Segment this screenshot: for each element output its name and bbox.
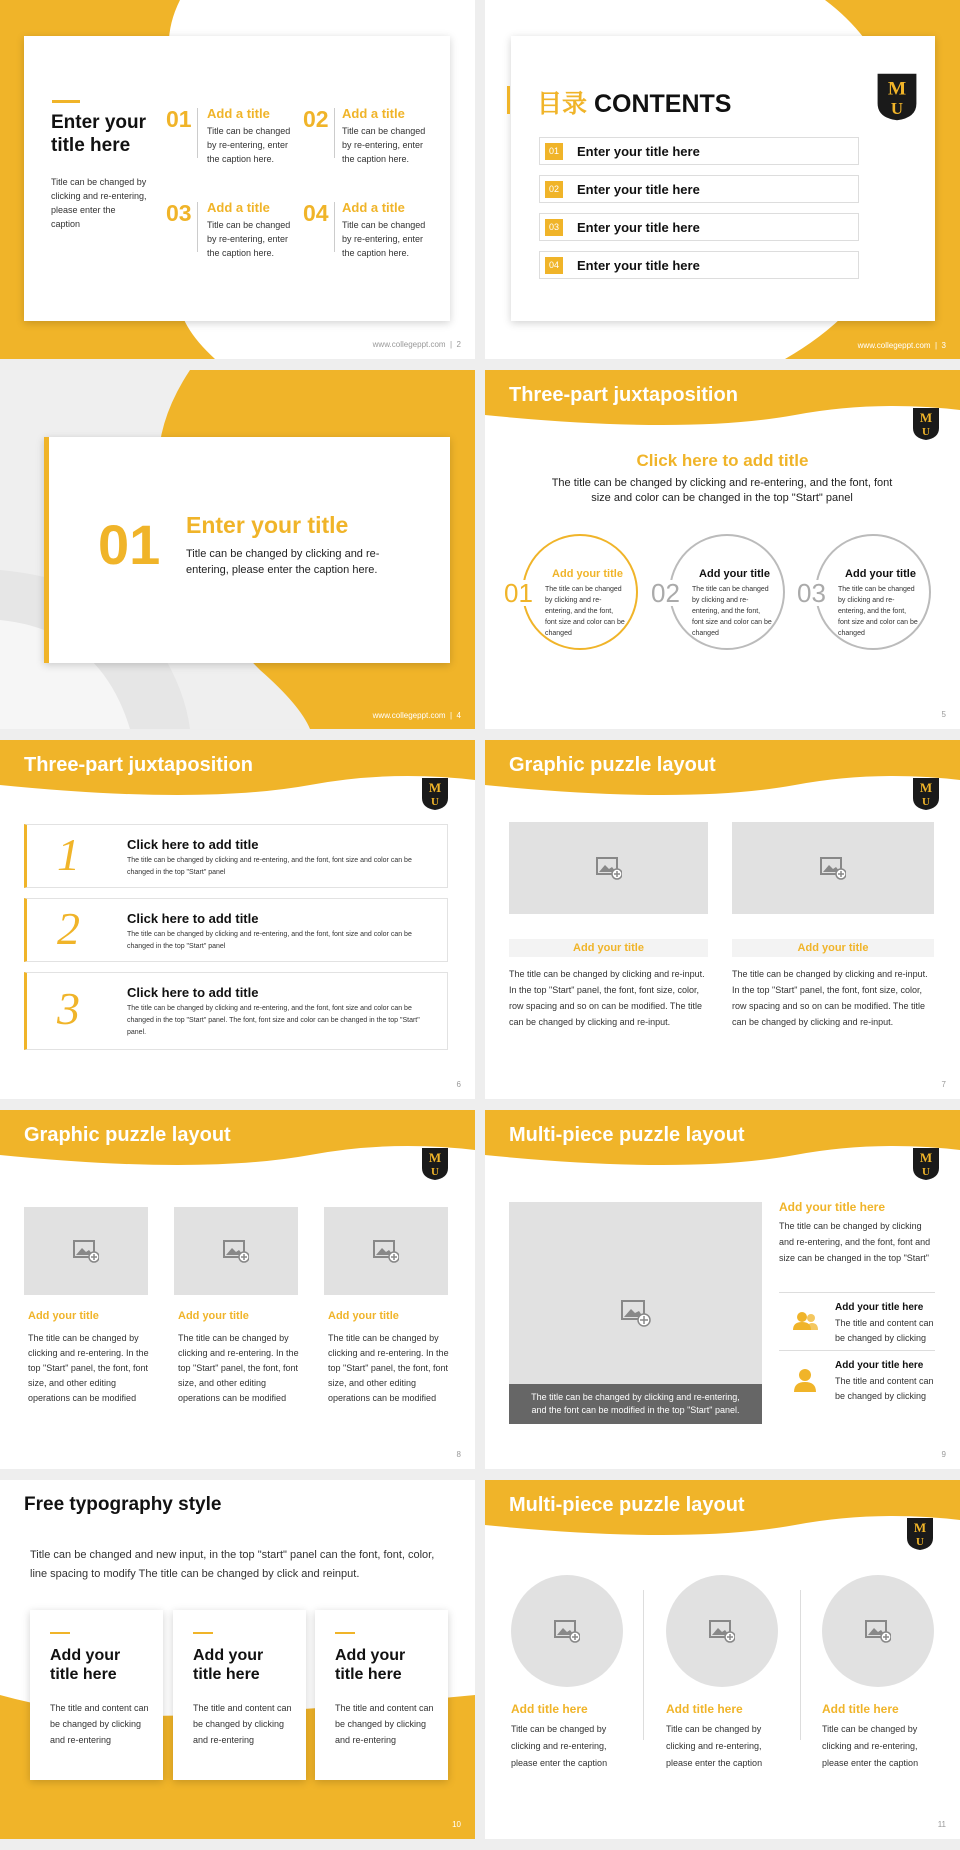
image-placeholder[interactable] — [509, 822, 708, 914]
main-title: Click here to add title — [636, 451, 809, 470]
image-placeholder[interactable] — [732, 822, 934, 914]
item-title: Add a title — [207, 200, 270, 215]
card-title: Add your title here — [335, 1647, 406, 1683]
card-text: The title and content can be changed by clicking and re-entering — [335, 1703, 434, 1745]
page-number: 2 — [456, 340, 461, 349]
header-title: Graphic puzzle layout — [509, 754, 716, 776]
footer: www.collegeppt.com | 3 — [857, 341, 946, 350]
person-icon — [793, 1368, 817, 1397]
row-number: 01 — [545, 143, 563, 160]
slide-3[interactable] — [485, 0, 960, 359]
item-title: Add your title — [328, 1310, 399, 1322]
slide-4[interactable] — [0, 370, 475, 729]
image-placeholder-icon — [554, 1619, 580, 1643]
header-title: Multi-piece puzzle layout — [509, 1494, 745, 1516]
item-text: The title can be changed by clicking and re-entering, and the font, font size and color can be changed in the top "Start" panel — [127, 931, 412, 950]
item-title: Add title here — [822, 1702, 899, 1716]
svg-text:U: U — [890, 98, 904, 118]
svg-text:U: U — [431, 796, 439, 808]
circle-number: 02 — [651, 578, 680, 608]
slide-9[interactable] — [485, 1110, 960, 1469]
university-logo — [909, 405, 943, 443]
circle-title: Add your title — [845, 568, 916, 580]
item-text: The title can be changed by clicking and re-entering, and the font, font size and color can be changed in the top "Start" panel — [127, 857, 412, 876]
svg-text:M: M — [428, 780, 442, 795]
accent-line — [50, 1632, 70, 1634]
item-number: 04 — [303, 200, 329, 226]
divider — [334, 202, 335, 252]
svg-text:M: M — [919, 780, 933, 795]
text-card — [315, 1610, 448, 1780]
item-title: Add your title here — [835, 1302, 924, 1313]
accent-line — [52, 100, 80, 103]
university-logo — [909, 775, 943, 813]
item-number: 02 — [303, 106, 329, 132]
item-number: 3 — [57, 983, 80, 1034]
group-icon — [791, 1310, 819, 1337]
divider — [800, 1590, 801, 1740]
title-chinese: 目录 — [537, 90, 588, 118]
header-title: Multi-piece puzzle layout — [509, 1124, 745, 1146]
contents-row[interactable] — [539, 251, 859, 279]
circle-text: The title can be changed by clicking and re-entering, and the font, font size and color can be changed — [692, 586, 772, 637]
section-caption: Title can be changed by clicking and re-entering, please enter the caption here. — [186, 548, 380, 576]
item-text: Title can be changed by clicking and re-entering, please enter the caption — [511, 1724, 608, 1768]
image-placeholder-icon — [596, 856, 622, 880]
accent-line — [335, 1632, 355, 1634]
item-text: The title can be changed by clicking and re-entering. In the top "Start" panel, the font, font size, and other editing operations can be modified — [328, 1333, 449, 1403]
item-title: Add a title — [342, 200, 405, 215]
image-placeholder[interactable] — [174, 1207, 298, 1295]
item-title: Add your title — [732, 939, 934, 957]
slide-2[interactable] — [0, 0, 475, 359]
text-card — [173, 1610, 306, 1780]
image-placeholder-icon — [820, 856, 846, 880]
item-title: Add a title — [342, 106, 405, 121]
page-number: 7 — [941, 1080, 946, 1089]
item-title: Add a title — [207, 106, 270, 121]
image-placeholder-icon — [709, 1619, 735, 1643]
contents-title — [537, 84, 731, 120]
university-logo — [418, 775, 452, 813]
row-label: Enter your title here — [577, 258, 700, 273]
slide-7[interactable] — [485, 740, 960, 1099]
item-text: The title can be changed by clicking and re-entering, and the font, font size and color can be changed in the top "Start" panel. The font, font size and color can be changed in the top "Start" panel. — [127, 1005, 420, 1036]
item-title: Add your title — [28, 1310, 99, 1322]
subtitle: The title can be changed by clicking and re-entering, and the font, font size and color can be changed in the top "Start" panel — [551, 477, 893, 504]
page-number: 6 — [456, 1080, 461, 1089]
item-text: Title can be changed by re-entering, enter the caption here. — [342, 220, 426, 258]
item-title: Add your title — [509, 939, 708, 957]
section-number: 01 — [98, 513, 161, 576]
circle-title: Add your title — [552, 568, 623, 580]
accent-bar — [507, 86, 510, 114]
footer-url: www.collegeppt.com — [857, 341, 931, 350]
circle-title: Add your title — [699, 568, 770, 580]
list-item[interactable] — [24, 824, 448, 888]
intro-text: Title can be changed and new input, in the top "start" panel can the font, font, color, line spacing to modify The title can be changed by click and reinput. — [30, 1549, 435, 1580]
row-number: 02 — [545, 181, 563, 198]
image-placeholder-icon — [865, 1619, 891, 1643]
page-number: 10 — [452, 1820, 461, 1829]
item-number: 01 — [166, 106, 192, 132]
divider — [643, 1590, 644, 1740]
svg-text:U: U — [922, 1166, 930, 1178]
item-title: Add title here — [666, 1702, 743, 1716]
item-text: Title can be changed by re-entering, enter the caption here. — [207, 126, 291, 164]
item-text: Title can be changed by clicking and re-entering, please enter the caption — [666, 1724, 763, 1768]
card-text: The title and content can be changed by clicking and re-entering — [50, 1703, 149, 1745]
footer-url: www.collegeppt.com — [372, 711, 446, 720]
item-text: Title can be changed by re-entering, enter the caption here. — [207, 220, 291, 258]
header-title: Three-part juxtaposition — [24, 754, 253, 776]
image-placeholder-icon — [373, 1239, 399, 1263]
page-number: 4 — [456, 711, 461, 720]
svg-text:U: U — [922, 796, 930, 808]
item-text: The title can be changed by clicking and re-input. In the top "Start" panel, the font, font size, color, row spacing and so on can be modified. The title can be changed by clicking and re-input. — [509, 969, 705, 1027]
divider — [197, 108, 198, 158]
side-title: Add your title here — [779, 1200, 886, 1214]
page-number: 9 — [941, 1450, 946, 1459]
header-title: Free typography style — [24, 1494, 222, 1515]
university-logo — [903, 1515, 937, 1553]
row-label: Enter your title here — [577, 144, 700, 159]
page-number: 3 — [941, 341, 946, 350]
card-title: Add your title here — [50, 1647, 121, 1683]
slide-6[interactable] — [0, 740, 475, 1099]
image-placeholder-icon — [223, 1239, 249, 1263]
image-placeholder-icon — [73, 1239, 99, 1263]
image-placeholder[interactable] — [666, 1575, 778, 1687]
circle-number: 01 — [504, 578, 533, 608]
section-title: Enter your title — [186, 512, 349, 538]
item-text: The title can be changed by clicking and re-entering. In the top "Start" panel, the font, font size, and other editing operations can be modified — [178, 1333, 299, 1403]
image-placeholder[interactable] — [24, 1207, 148, 1295]
title-english: CONTENTS — [593, 90, 732, 118]
heading: Enter your title here — [51, 112, 147, 156]
contents-row[interactable] — [539, 175, 859, 203]
svg-text:M: M — [919, 1150, 933, 1165]
page-number: 5 — [941, 710, 946, 719]
item-title: Click here to add title — [127, 837, 259, 852]
card-title: Add your title here — [193, 1647, 264, 1683]
footer: www.collegeppt.com | 4 — [372, 711, 461, 720]
contents-row[interactable] — [539, 213, 859, 241]
item-title: Click here to add title — [127, 985, 259, 1000]
header-title: Graphic puzzle layout — [24, 1124, 231, 1146]
svg-text:M: M — [913, 1520, 927, 1535]
item-text: The title can be changed by clicking and re-entering. In the top "Start" panel, the font, font size, and other editing operations can be modified — [28, 1333, 149, 1403]
item-title: Click here to add title — [127, 911, 259, 926]
divider — [197, 202, 198, 252]
item-text: The title and content can be changed by clicking — [835, 1376, 934, 1401]
svg-text:U: U — [916, 1536, 924, 1548]
list-item[interactable] — [24, 898, 448, 962]
row-number: 04 — [545, 257, 563, 274]
image-placeholder[interactable] — [822, 1575, 934, 1687]
university-logo — [909, 1145, 943, 1183]
circle-text: The title can be changed by clicking and re-entering, and the font, font size and color can be changed — [545, 586, 625, 637]
page-number: 8 — [456, 1450, 461, 1459]
circle-text: The title can be changed by clicking and re-entering, and the font, font size and color can be changed — [838, 586, 918, 637]
text-card — [30, 1610, 163, 1780]
slide-11[interactable] — [485, 1480, 960, 1839]
item-title: Add your title — [178, 1310, 249, 1322]
contents-row[interactable] — [539, 137, 859, 165]
divider — [779, 1292, 935, 1293]
contents-list — [539, 137, 859, 279]
divider — [334, 108, 335, 158]
accent-line — [193, 1632, 213, 1634]
card-text: The title and content can be changed by clicking and re-entering — [193, 1703, 292, 1745]
image-placeholder-icon — [621, 1299, 651, 1327]
accent-bar — [44, 437, 49, 663]
list-item[interactable] — [24, 972, 448, 1050]
row-number: 03 — [545, 219, 563, 236]
footer: www.collegeppt.com | 2 — [372, 340, 461, 349]
item-text: Title can be changed by clicking and re-entering, please enter the caption — [822, 1724, 919, 1768]
slide-10[interactable] — [0, 1480, 475, 1839]
svg-text:M: M — [428, 1150, 442, 1165]
item-text: Title can be changed by re-entering, enter the caption here. — [342, 126, 426, 164]
item-number: 2 — [57, 903, 80, 954]
row-label: Enter your title here — [577, 182, 700, 197]
image-placeholder[interactable] — [324, 1207, 448, 1295]
item-text: The title can be changed by clicking and re-input. In the top "Start" panel, the font, font size, color, row spacing and so on can be modified. The title can be changed by clicking and re-input. — [732, 969, 928, 1027]
image-caption: The title can be changed by clicking and re-entering, and the font can be modified in the top "Start" panel. — [509, 1384, 762, 1424]
item-title: Add title here — [511, 1702, 588, 1716]
row-label: Enter your title here — [577, 220, 700, 235]
university-logo — [418, 1145, 452, 1183]
svg-text:U: U — [431, 1166, 439, 1178]
item-number: 03 — [166, 200, 192, 226]
divider — [779, 1350, 935, 1351]
item-title: Add your title here — [835, 1360, 924, 1371]
footer-url: www.collegeppt.com — [372, 340, 446, 349]
page-number: 11 — [937, 1820, 946, 1829]
svg-text:U: U — [922, 426, 930, 438]
side-text: The title can be changed by clicking and re-entering, and the font, font and size can be changed in the top "Start" — [779, 1221, 931, 1263]
image-placeholder[interactable] — [511, 1575, 623, 1687]
university-logo — [875, 72, 919, 122]
svg-text:M: M — [919, 410, 933, 425]
slide-8[interactable] — [0, 1110, 475, 1469]
svg-text:M: M — [887, 78, 907, 100]
item-number: 1 — [57, 829, 80, 880]
slide-5[interactable] — [485, 370, 960, 729]
item-text: The title and content can be changed by clicking — [835, 1318, 934, 1343]
header-title: Three-part juxtaposition — [509, 384, 738, 406]
caption: Title can be changed by clicking and re-entering, please enter the caption — [51, 177, 147, 229]
circle-number: 03 — [797, 578, 826, 608]
